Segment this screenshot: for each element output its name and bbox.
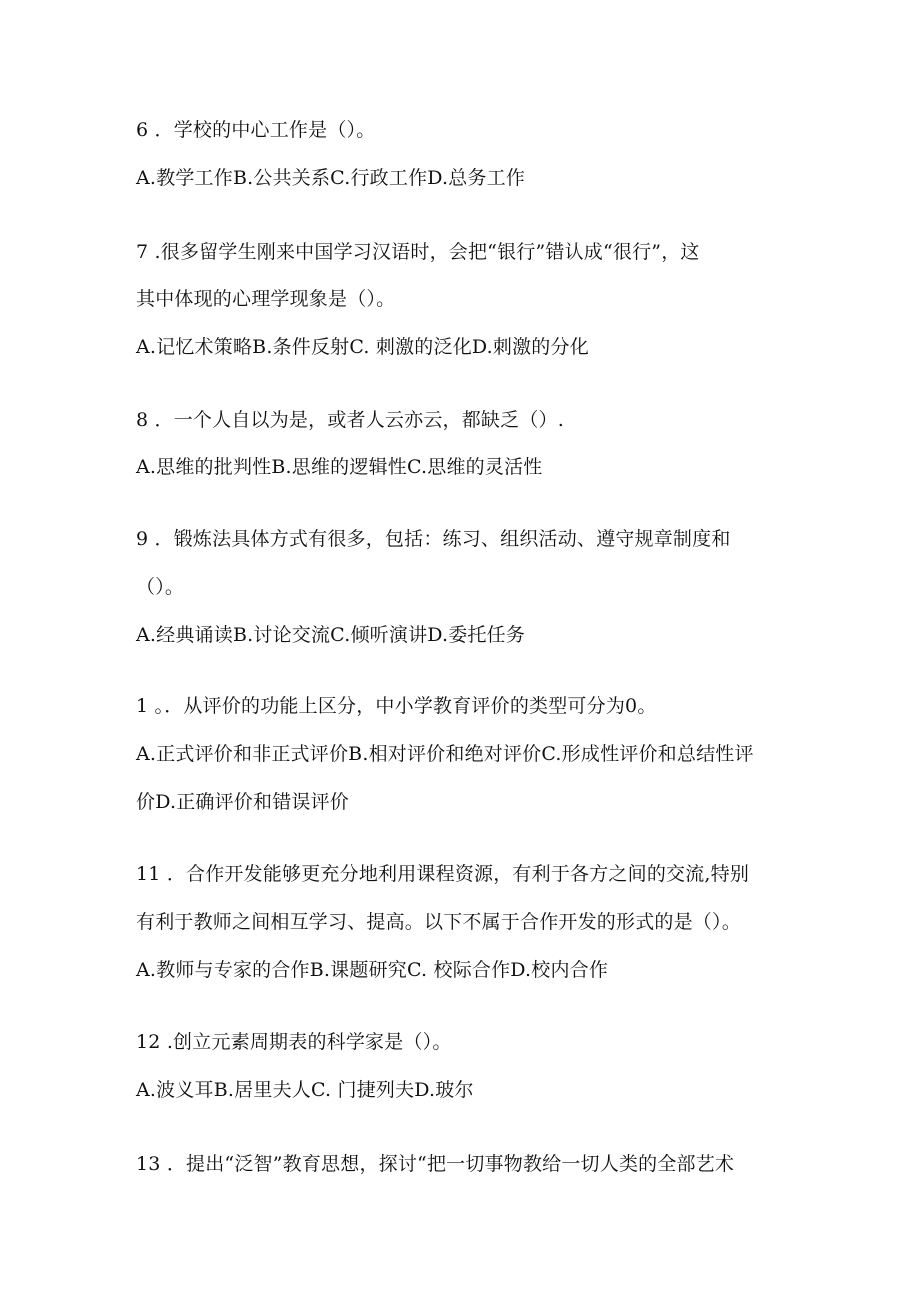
question-12-stem-line-1: 12 .创立元素周期表的科学家是（）。 [136,1031,452,1053]
question-10-options-line-2: 价D.正确评价和错误评价 [136,791,349,813]
question-12-options-line-1: A.波义耳B.居里夫人C. 门捷列夫D.玻尔 [136,1079,474,1101]
question-7-stem-line-1: 7 .很多留学生刚来中国学习汉语时，会把“银行”错认成“很行”，这 [136,241,700,263]
question-9-options-line-1: A.经典诵读B.讨论交流C.倾听演讲D.委托任务 [136,624,526,646]
question-13-stem-line-1: 13 ．提出“泛智”教育思想，探讨“把一切事物教给一切人类的全部艺术 [136,1153,735,1175]
question-7-options-line-1: A.记忆术策略B.条件反射C. 刺激的泛化D.刺激的分化 [136,336,589,358]
question-8-stem-line-1: 8 ．一个人自以为是，或者人云亦云，都缺乏（）. [136,409,564,431]
question-6-stem-line-1: 6 ．学校的中心工作是（）。 [136,119,376,141]
question-7-stem-line-2: 其中体现的心理学现象是（）。 [136,288,396,310]
question-11-stem-line-1: 11 ．合作开发能够更充分地利用课程资源，有利于各方之间的交流,特别 [136,863,750,885]
question-6-options-line-1: A.教学工作B.公共关系C.行政工作D.总务工作 [136,167,526,189]
question-10-options-line-1: A.正式评价和非正式评价B.相对评价和绝对评价C.形成性评价和总结性评 [136,743,754,765]
question-11-stem-line-2: 有利于教师之间相互学习、提高。以下不属于合作开发的形式的是（）。 [136,911,741,933]
question-8-options-line-1: A.思维的批判性B.思维的逻辑性C.思维的灵活性 [136,456,543,478]
question-11-options-line-1: A.教师与专家的合作B.课题研究C. 校际合作D.校内合作 [136,959,609,981]
question-9-stem-line-1: 9 ．锻炼法具体方式有很多，包括：练习、组织活动、遵守规章制度和 [136,528,731,550]
question-9-stem-line-2: （）。 [136,576,185,598]
question-10-stem-line-1: 1 。．从评价的功能上区分，中小学教育评价的类型可分为0。 [136,695,657,717]
